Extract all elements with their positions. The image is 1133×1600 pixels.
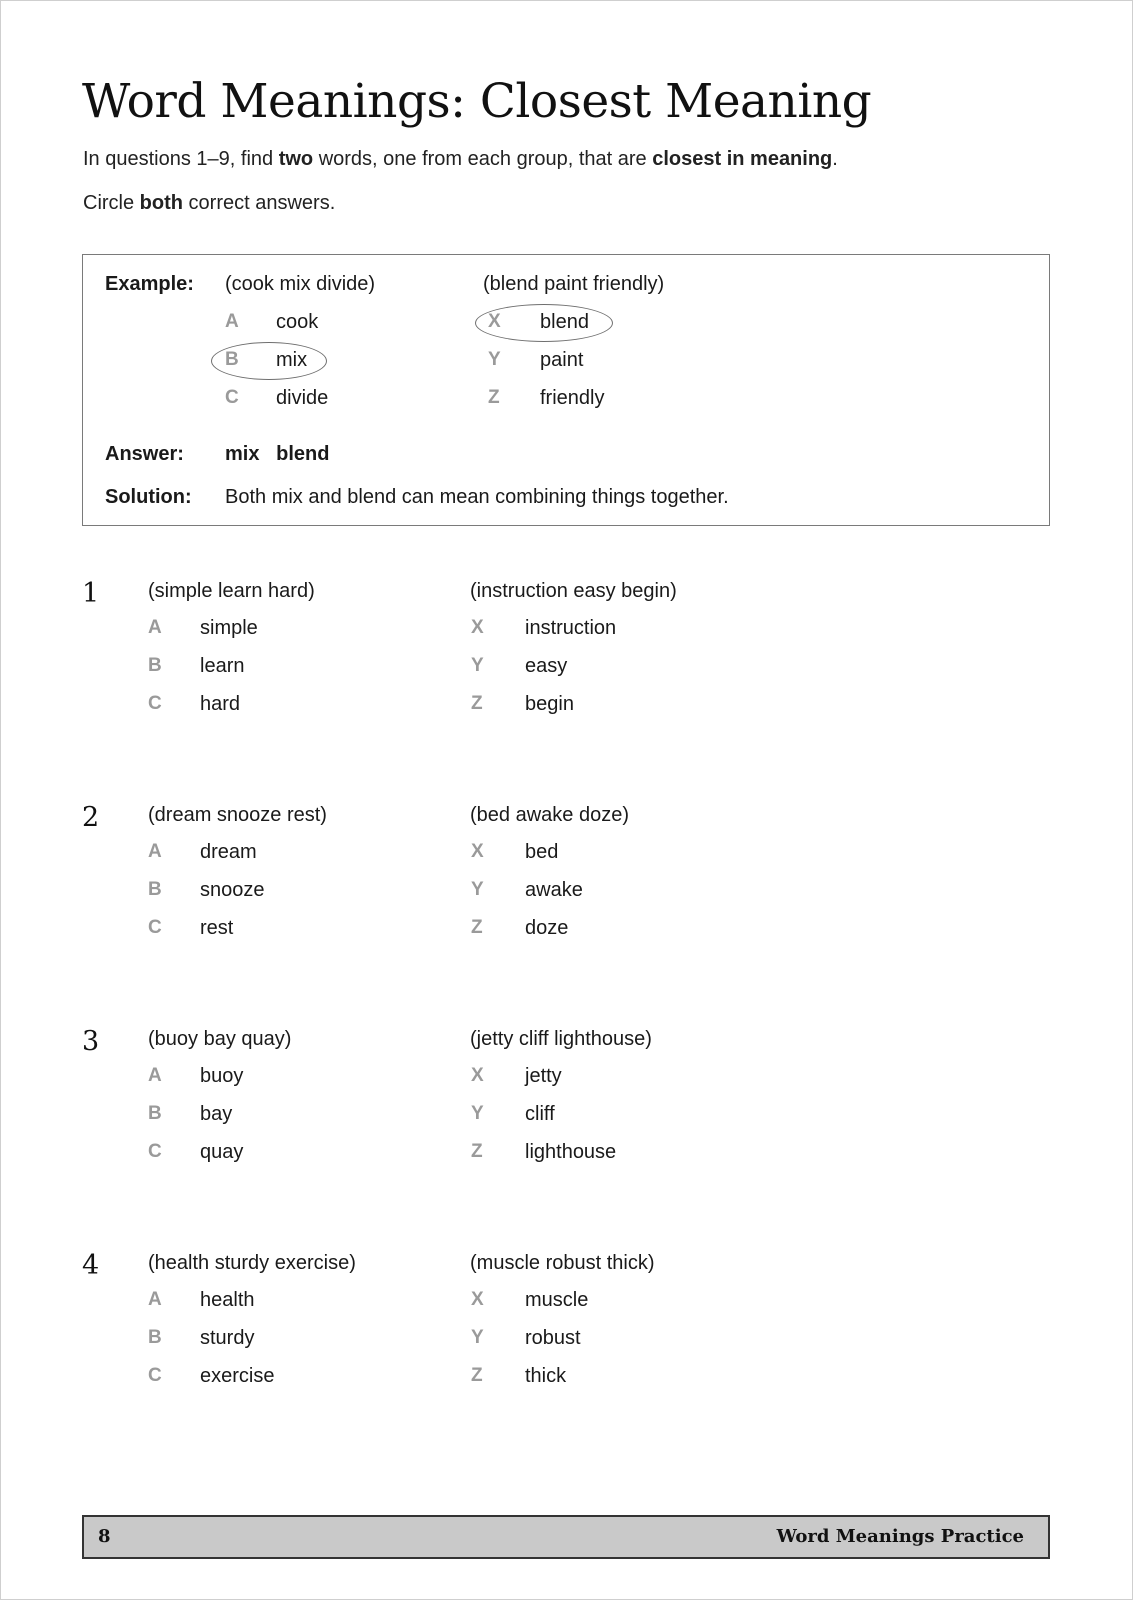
option-word[interactable]: dream: [200, 841, 257, 863]
option-word: cook: [276, 311, 319, 333]
footer-page-number: 8: [98, 1526, 111, 1547]
question-number: 2: [82, 802, 100, 833]
option-word[interactable]: jetty: [525, 1065, 562, 1087]
option-letter: Y: [471, 1327, 484, 1348]
instruction-text: Circle: [83, 192, 140, 214]
option-word[interactable]: muscle: [525, 1289, 589, 1311]
option-letter: X: [471, 1065, 484, 1086]
option-word[interactable]: bed: [525, 841, 559, 863]
option-word[interactable]: instruction: [525, 617, 617, 639]
option-word[interactable]: simple: [200, 617, 258, 639]
option-word[interactable]: buoy: [200, 1065, 244, 1087]
question-group-left: (buoy bay quay): [148, 1028, 292, 1050]
option-word[interactable]: doze: [525, 917, 569, 939]
instruction-text: words, one from each group, that are: [313, 148, 653, 170]
solution-text: Both mix and blend can mean combining things together.: [225, 486, 729, 508]
example-group-left: (cook mix divide): [225, 273, 376, 295]
option-word[interactable]: learn: [200, 655, 245, 677]
question-group-left: (dream snooze rest): [148, 804, 327, 826]
option-word: mix: [276, 349, 308, 371]
option-letter: B: [148, 879, 162, 900]
question-group-right: (jetty cliff lighthouse): [470, 1028, 652, 1050]
instruction-text: .: [832, 148, 838, 170]
option-letter: X: [471, 841, 484, 862]
question-group-right: (instruction easy begin): [470, 580, 677, 602]
option-letter: Y: [471, 879, 484, 900]
option-letter: Z: [471, 1365, 483, 1386]
option-letter: C: [148, 1365, 162, 1386]
option-word[interactable]: rest: [200, 917, 234, 939]
question-number: 3: [82, 1026, 100, 1057]
option-letter: B: [148, 1327, 162, 1348]
answer-circle-mix: [211, 342, 327, 380]
option-letter: A: [148, 617, 162, 638]
option-word[interactable]: cliff: [525, 1103, 555, 1125]
option-word[interactable]: robust: [525, 1327, 581, 1349]
option-word: friendly: [540, 387, 605, 409]
answer-label: Answer:: [105, 443, 184, 465]
option-letter: A: [225, 311, 239, 332]
option-letter: X: [488, 311, 501, 332]
option-word[interactable]: thick: [525, 1365, 567, 1387]
question-number: 4: [82, 1250, 100, 1281]
example-box: [82, 254, 1050, 526]
option-letter: Z: [471, 693, 483, 714]
question-group-left: (health sturdy exercise): [148, 1252, 356, 1274]
option-word[interactable]: begin: [525, 693, 574, 715]
option-word[interactable]: awake: [525, 879, 583, 901]
option-word[interactable]: easy: [525, 655, 568, 677]
option-letter: Z: [471, 1141, 483, 1162]
option-letter: Y: [471, 655, 484, 676]
option-letter: C: [148, 1141, 162, 1162]
example-label: Example:: [105, 273, 194, 295]
instruction-text: In questions 1–9, find: [83, 148, 279, 170]
instruction-emphasis: two: [278, 148, 314, 170]
option-letter: A: [148, 1065, 162, 1086]
option-word[interactable]: health: [200, 1289, 255, 1311]
option-letter: Z: [471, 917, 483, 938]
instruction-emphasis: both: [139, 192, 183, 214]
instruction-emphasis: closest in meaning: [652, 148, 833, 170]
option-word: paint: [540, 349, 584, 371]
example-group-right: (blend paint friendly): [483, 273, 665, 295]
option-letter: A: [148, 841, 162, 862]
footer-book-title: Word Meanings Practice: [776, 1526, 1024, 1547]
option-letter: Y: [471, 1103, 484, 1124]
option-letter: C: [225, 387, 239, 408]
option-letter: A: [148, 1289, 162, 1310]
question-group-left: (simple learn hard): [148, 580, 315, 602]
option-letter: B: [148, 1103, 162, 1124]
option-letter: B: [148, 655, 162, 676]
option-word: divide: [276, 387, 329, 409]
option-word: blend: [540, 311, 589, 333]
option-letter: X: [471, 1289, 484, 1310]
question-group-right: (bed awake doze): [470, 804, 629, 826]
question-number: 1: [82, 578, 100, 609]
answer-circle-blend: [475, 304, 613, 342]
option-letter: C: [148, 917, 162, 938]
option-word[interactable]: exercise: [200, 1365, 275, 1387]
option-word[interactable]: lighthouse: [525, 1141, 617, 1163]
option-word[interactable]: bay: [200, 1103, 233, 1125]
instruction-text: correct answers.: [182, 192, 336, 214]
option-word[interactable]: hard: [200, 693, 241, 715]
instruction-line-2: [83, 192, 335, 215]
solution-label: Solution:: [105, 486, 192, 508]
option-word[interactable]: sturdy: [200, 1327, 255, 1349]
answer-value: mix blend: [225, 443, 330, 465]
option-letter: Z: [488, 387, 500, 408]
page-footer: [82, 1515, 1050, 1559]
question-group-right: (muscle robust thick): [470, 1252, 655, 1274]
option-letter: C: [148, 693, 162, 714]
option-letter: B: [225, 349, 239, 370]
page-title: Word Meanings: Closest Meaning: [82, 74, 872, 129]
option-letter: Y: [488, 349, 501, 370]
option-word[interactable]: snooze: [200, 879, 265, 901]
instruction-line-1: [83, 148, 838, 171]
option-word[interactable]: quay: [200, 1141, 244, 1163]
option-letter: X: [471, 617, 484, 638]
